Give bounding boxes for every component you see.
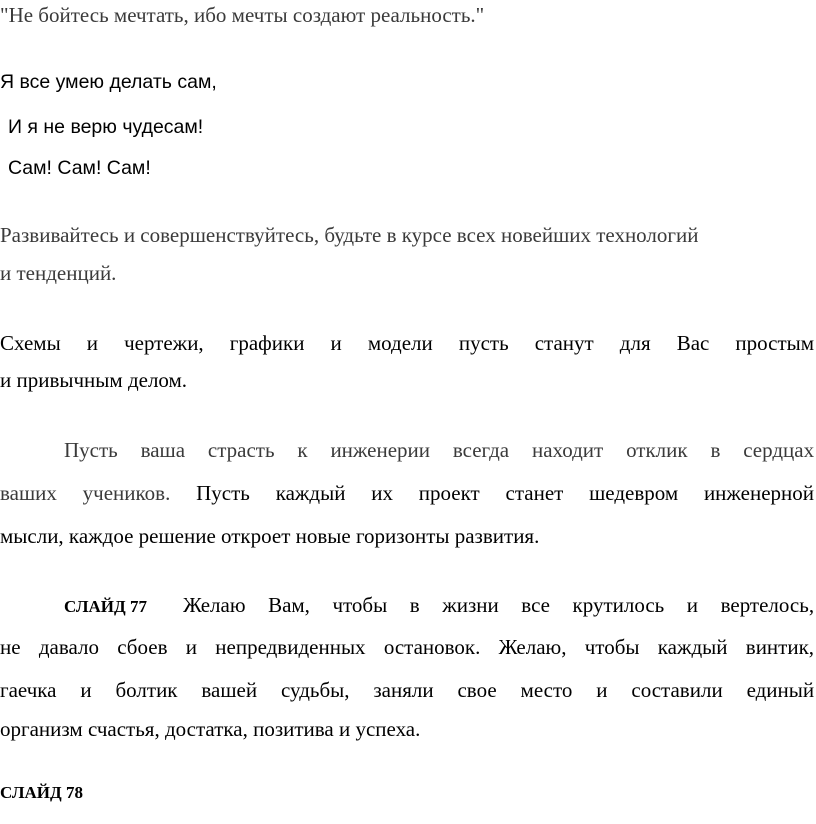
slide77-line-4: организм счастья, достатка, позитива и успеха. (0, 717, 421, 741)
develop-line-2: и тенденций. (0, 261, 117, 285)
poem-line-3: Сам! Сам! Сам! (8, 157, 151, 179)
passion-line-2: ваших учеников. Пусть каждый их проект станет шедевром инженерной (0, 481, 815, 505)
slide77-line-1-text: Желаю Вам, чтобы в жизни все крутилось и вертелось, (182, 593, 815, 617)
poem-line-1: Я все умею делать сам, (0, 71, 217, 93)
slide77-line-2: не давало сбоев и непредвиденных остановок. Желаю, чтобы каждый винтик, (0, 635, 815, 659)
slide77-line-1 (64, 592, 814, 620)
passion-line-1: Пусть ваша страсть к инженерии всегда находит отклик в сердцах (64, 438, 815, 462)
slide78-label: СЛАЙД 78 (0, 783, 83, 802)
passion-line-3: мысли, каждое решение откроет новые горизонты развития. (0, 524, 540, 548)
quote-line: "Не бойтесь мечтать, ибо мечты создают реальность." (0, 3, 485, 27)
schemes-line-2: и привычным делом. (0, 368, 188, 392)
slide77-label: СЛАЙД 77 (64, 597, 147, 616)
poem-line-2: И я не верю чудесам! (8, 116, 204, 138)
schemes-line-1: Схемы и чертежи, графики и модели пусть станут для Вас простым (0, 331, 815, 355)
develop-line-1: Развивайтесь и совершенствуйтесь, будьте в курсе всех новейших технологий (0, 223, 699, 247)
slide77-line-3: гаечка и болтик вашей судьбы, заняли свое место и составили единый (0, 678, 815, 702)
